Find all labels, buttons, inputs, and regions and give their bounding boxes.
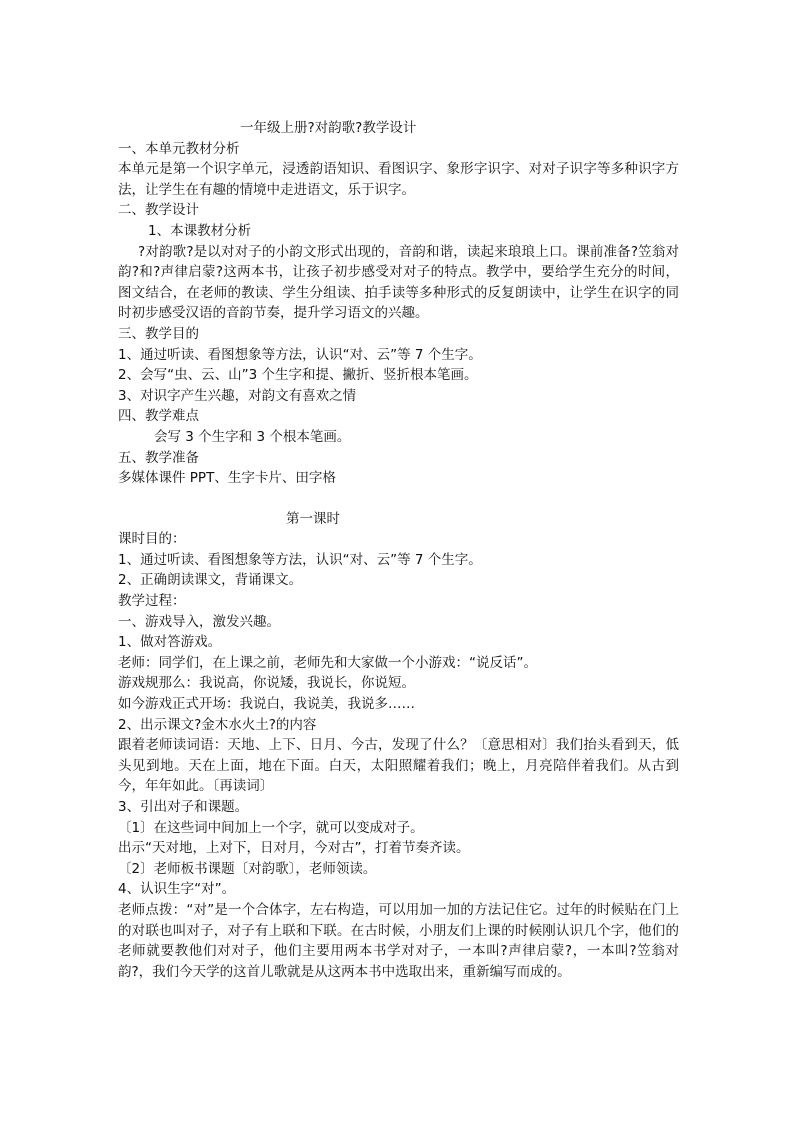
process-text: 〔2〕老师板书课题〔对韵歌〕，老师领读。 (118, 860, 377, 877)
process-step-heading: 一、游戏导入，激发兴趣。 (118, 613, 280, 630)
process-text: 老师：同学们，在上课之前，老师先和大家做一个小游戏：“说反话”。 (118, 654, 537, 671)
process-heading: 教学过程： (118, 593, 186, 610)
goal-item: 1、通过听读、看图想象等方法，认识“对、云”等 7 个生字。 (118, 551, 482, 568)
section-4-heading: 四、教学难点 (118, 408, 199, 425)
process-substep: 2、出示课文?金木水火土?的内容 (118, 716, 317, 733)
document-title: 一年级上册?对韵歌?教学设计 (240, 120, 417, 136)
process-substep: 4、认识生字“对”。 (118, 881, 236, 898)
section-5-heading: 五、教学准备 (118, 449, 199, 466)
section-1-body: 本单元是第一个识字单元，浸透韵语知识、看图识字、象形字识字、对对子识字等多种识字方法，让学生在有趣的情境中走进语文，乐于识字。 (118, 161, 679, 198)
section-3-item: 2、会写“虫、云、山”3 个生字和提、撇折、竖折根本笔画。 (118, 367, 478, 384)
section-5-body: 多媒体课件 PPT、生字卡片、田字格 (118, 470, 336, 487)
process-paragraph: 跟着老师读词语：天地、上下、日月、今古，发现了什么？〔意思相对〕我们抬头看到天，低头见到地。天在上面，地在下面。白天，太阳照耀着我们；晚上，月亮陪伴着我们。从古到今，年年如此。〔再读词〕 (118, 737, 679, 795)
process-paragraph: 老师点拨：“对”是一个合体字，左右构造，可以用加一加的方法记住它。过年的时候贴在门上的对联也叫对子，对子有上联和下联。在古时候，小朋友们上课的时候刚认识几个字，他们的老师就要教他们对对子，他们主要用两本书学对对子，一本叫?声律启蒙?，一本叫?笠翁对韵?，我们今天学的这首儿歌就是从这两本书中选取出来，重新编写而成的。 (118, 901, 679, 980)
process-text: 〔1〕在这些词中间加上一个字，就可以变成对子。 (118, 819, 424, 836)
section-3-item: 1、通过听读、看图想象等方法，认识“对、云”等 7 个生字。 (118, 346, 482, 363)
section-2-body: ?对韵歌?是以对对子的小韵文形式出现的，音韵和谐，读起来琅琅上口。课前准备?笠翁对韵?和?声律启蒙?这两本书，让孩子初步感受对对子的特点。教学中，要给学生充分的时间，图文结合，在老师的教读、学生分组读、拍手读等多种形式的反复朗读中，让学生在识字的同时初步感受汉语的音韵节奏，提升学习语文的兴趣。 (118, 243, 679, 322)
lesson-title: 第一课时 (286, 510, 340, 527)
goal-heading: 课时目的： (118, 531, 186, 548)
section-1-heading: 一、本单元教材分析 (118, 140, 240, 157)
goal-item: 2、正确朗读课文，背诵课文。 (118, 572, 303, 589)
process-text: 出示“天对地，上对下，日对月，今对古”，打着节奏齐读。 (118, 840, 470, 857)
process-substep: 3、引出对子和课题。 (118, 799, 249, 815)
process-text: 如今游戏正式开场：我说白，我说美，我说多…… (118, 696, 415, 713)
section-4-body: 会写 3 个生字和 3 个根本笔画。 (154, 428, 351, 445)
process-text: 游戏规那么：我说高，你说矮，我说长，你说短。 (118, 675, 415, 692)
process-substep: 1、做对答游戏。 (118, 634, 222, 651)
section-3-heading: 三、教学目的 (118, 325, 199, 342)
section-2-heading: 二、教学设计 (118, 202, 199, 219)
section-2-subheading: 1、本课教材分析 (148, 222, 252, 239)
section-3-item: 3、对识字产生兴趣，对韵文有喜欢之情 (118, 387, 357, 404)
